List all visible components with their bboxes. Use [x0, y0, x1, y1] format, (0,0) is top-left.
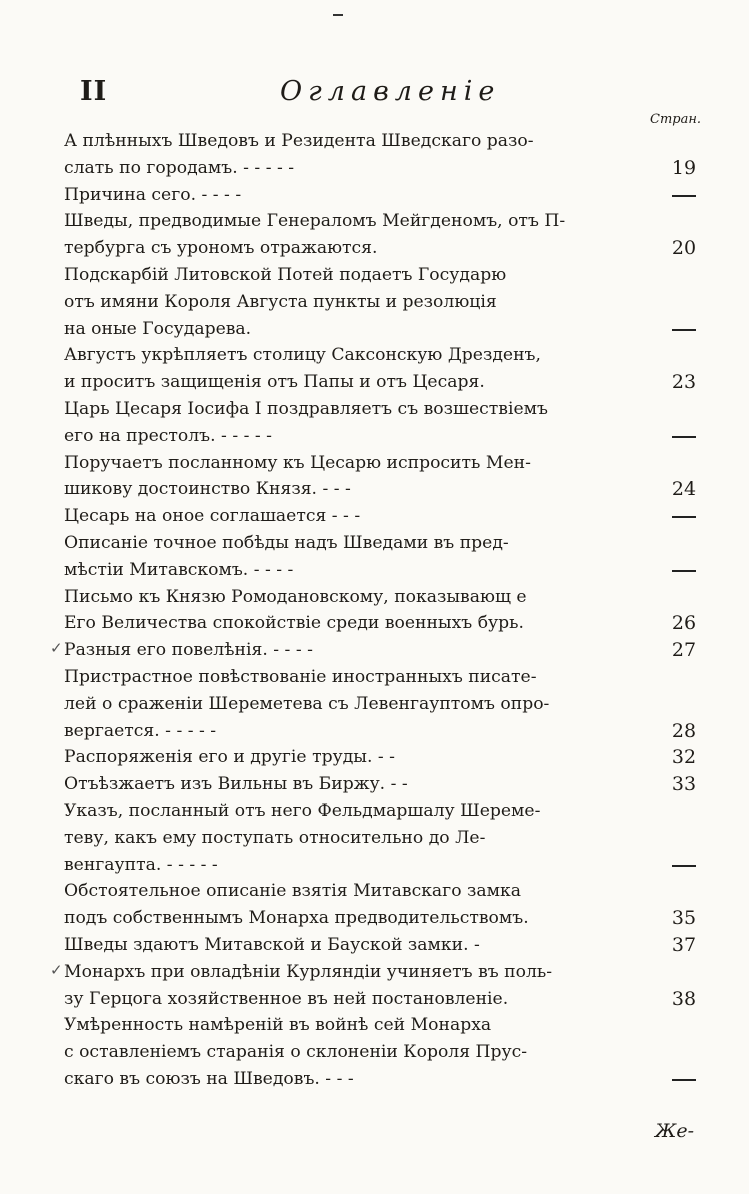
- toc-entry: [64, 584, 720, 638]
- toc-entry-text: [64, 182, 650, 209]
- margin-check-mark: ✓: [50, 639, 63, 658]
- toc-page-number: 27: [671, 639, 697, 662]
- toc-entry-line: Описаніе точное побѣды надъ Шведами въ пред-: [64, 532, 509, 553]
- toc-entry: [64, 744, 720, 771]
- toc-entry: [64, 262, 720, 342]
- toc-entry-line: Разныя его повелѣнія. - - - -: [64, 640, 313, 661]
- toc-entry: [64, 530, 720, 584]
- toc-entry: [64, 878, 720, 932]
- toc-entry-line: Поручаетъ посланному къ Цесарю испросить Мен-: [64, 452, 531, 473]
- margin-check-mark: ✓: [50, 960, 63, 979]
- toc-entry-text: [64, 262, 650, 342]
- toc-entry-line: Цесарь на оное соглашается - - -: [64, 506, 361, 527]
- toc-entry-text: [64, 959, 650, 1013]
- toc-entry-line: отъ имяни Короля Августа пункты и резолюція: [64, 291, 497, 312]
- toc-entry-text: [64, 128, 650, 182]
- toc-page-number: [662, 1066, 706, 1093]
- toc-entry: [64, 664, 720, 744]
- toc-entry-text: [64, 503, 650, 530]
- toc-entry-text: [64, 878, 650, 932]
- toc-entry: [64, 182, 720, 209]
- toc-entry-line: А плѣнныхъ Шведовъ и Резидента Шведскаго разо-: [64, 131, 534, 151]
- toc-page-number: 33: [671, 773, 697, 796]
- toc-entry-line: Умѣренность намѣреній въ войнѣ сей Монарха: [64, 1015, 492, 1036]
- toc-entry-line: шикову достоинство Князя. - - -: [64, 479, 351, 500]
- toc-entry-line: зу Герцога хозяйственное въ ней постановленіе.: [64, 988, 509, 1009]
- toc-entry-line: его на престолъ. - - - - -: [64, 425, 272, 446]
- toc-entry-line: Его Величества спокойствіе среди военныхъ бурь.: [64, 613, 524, 634]
- table-of-contents: [50, 128, 720, 1093]
- toc-entry-line: Царь Цесаря Іосифа I поздравляетъ съ возшествіемъ: [64, 398, 548, 419]
- toc-entry-line: подъ собственнымъ Монарха предводительствомъ.: [64, 908, 529, 929]
- toc-entry: [64, 450, 720, 504]
- toc-entry-line: лей о сраженіи Шереметева съ Левенгауптомъ опро-: [64, 693, 550, 714]
- toc-page-number: [662, 557, 706, 584]
- toc-page-number: [662, 852, 706, 879]
- toc-entry-line: Указъ, посланный отъ него Фельдмаршалу Шереме-: [64, 800, 541, 821]
- page-title: Оглавленіе: [280, 76, 501, 107]
- toc-entry-line: теву, какъ ему поступать относительно до Ле-: [64, 827, 486, 848]
- column-label: Стран.: [650, 112, 702, 127]
- toc-entry-text: [64, 208, 650, 262]
- page-dash: [672, 516, 696, 518]
- toc-entry-line: Обстоятельное описаніе взятія Митавскаго замка: [64, 881, 521, 902]
- toc-entry-text: [64, 450, 650, 504]
- toc-entry-line: слать по городамъ. - - - - -: [64, 157, 295, 178]
- toc-entry-line: Подскарбій Литовской Потей подаетъ Государю: [64, 264, 507, 285]
- page-dash: [672, 865, 696, 867]
- toc-page-number: 20: [671, 237, 697, 260]
- toc-entry: [64, 771, 720, 798]
- toc-entry-line: скаго въ союзъ на Шведовъ. - - -: [64, 1068, 354, 1089]
- toc-entry-text: [64, 342, 650, 396]
- toc-entry-line: Письмо къ Князю Ромодановскому, показывающ е: [64, 586, 527, 607]
- catchword: Же-: [655, 1120, 695, 1142]
- toc-entry: [64, 798, 720, 878]
- toc-entry-line: тербурга съ урономъ отражаются.: [64, 238, 378, 259]
- toc-entry-text: [64, 530, 650, 584]
- toc-page-number: 28: [671, 719, 697, 742]
- toc-entry-text: [64, 396, 650, 450]
- toc-entry: [64, 1012, 720, 1092]
- top-mark: [333, 14, 343, 16]
- toc-page-number: [662, 316, 706, 343]
- toc-entry-line: с оставленіемъ старанія о склоненіи Короля Прус-: [64, 1042, 528, 1063]
- toc-entry-text: [64, 932, 650, 959]
- toc-page-number: 19: [671, 156, 697, 179]
- toc-entry: [64, 503, 720, 530]
- toc-page-number: 32: [671, 746, 697, 769]
- toc-page-number: [662, 423, 706, 450]
- toc-entry: [50, 959, 720, 1013]
- toc-entry-line: Монархъ при овладѣніи Курляндіи учиняетъ въ поль-: [64, 961, 553, 982]
- toc-page-number: 37: [671, 933, 697, 956]
- toc-entry-text: [64, 584, 650, 638]
- page-dash: [672, 570, 696, 572]
- toc-entry-text: [64, 771, 650, 798]
- toc-entry-line: венгаупта. - - - - -: [64, 854, 218, 875]
- toc-page-number: 23: [671, 371, 697, 394]
- toc-page-number: 35: [671, 907, 697, 930]
- toc-entry-line: Распоряженія его и другіе труды. - -: [64, 747, 395, 768]
- page-header: [80, 72, 720, 112]
- toc-entry-line: Причина сего. - - - -: [64, 184, 242, 205]
- toc-entry-line: Шведы, предводимые Генераломъ Мейгденомъ, отъ П-: [64, 211, 566, 232]
- page-dash: [672, 436, 696, 438]
- toc-entry: [50, 637, 720, 664]
- toc-entry-line: на оные Государева.: [64, 318, 252, 339]
- page-dash: [672, 329, 696, 331]
- toc-entry-line: Пристрастное повѣствованіе иностранныхъ писате-: [64, 666, 537, 687]
- toc-page-number: 38: [671, 987, 697, 1010]
- toc-entry: [64, 128, 720, 182]
- toc-entry: [64, 342, 720, 396]
- toc-entry-line: Августъ укрѣпляетъ столицу Саксонскую Дрезденъ,: [64, 345, 541, 366]
- toc-entry-line: Отъѣзжаетъ изъ Вильны въ Биржу. - -: [64, 774, 408, 795]
- toc-entry-text: [64, 1012, 650, 1092]
- page-dash: [672, 195, 696, 197]
- page-number: II: [80, 76, 108, 107]
- toc-entry: [64, 932, 720, 959]
- toc-entry-text: [64, 798, 650, 878]
- toc-entry-line: и проситъ защищенія отъ Папы и отъ Цесаря.: [64, 372, 485, 393]
- toc-entry-line: мѣстіи Митавскомъ. - - - -: [64, 559, 294, 580]
- toc-page-number: 24: [671, 478, 697, 501]
- toc-entry-text: [64, 744, 650, 771]
- page-dash: [672, 1079, 696, 1081]
- toc-entry: [64, 208, 720, 262]
- toc-page-number: 26: [671, 612, 697, 635]
- toc-entry-line: вергается. - - - - -: [64, 720, 217, 741]
- toc-entry-line: Шведы здаютъ Митавской и Бауской замки. -: [64, 934, 480, 955]
- toc-entry-text: [64, 637, 650, 664]
- toc-page-number: [662, 182, 706, 209]
- toc-entry-text: [64, 664, 650, 744]
- toc-entry: [64, 396, 720, 450]
- toc-page-number: [662, 503, 706, 530]
